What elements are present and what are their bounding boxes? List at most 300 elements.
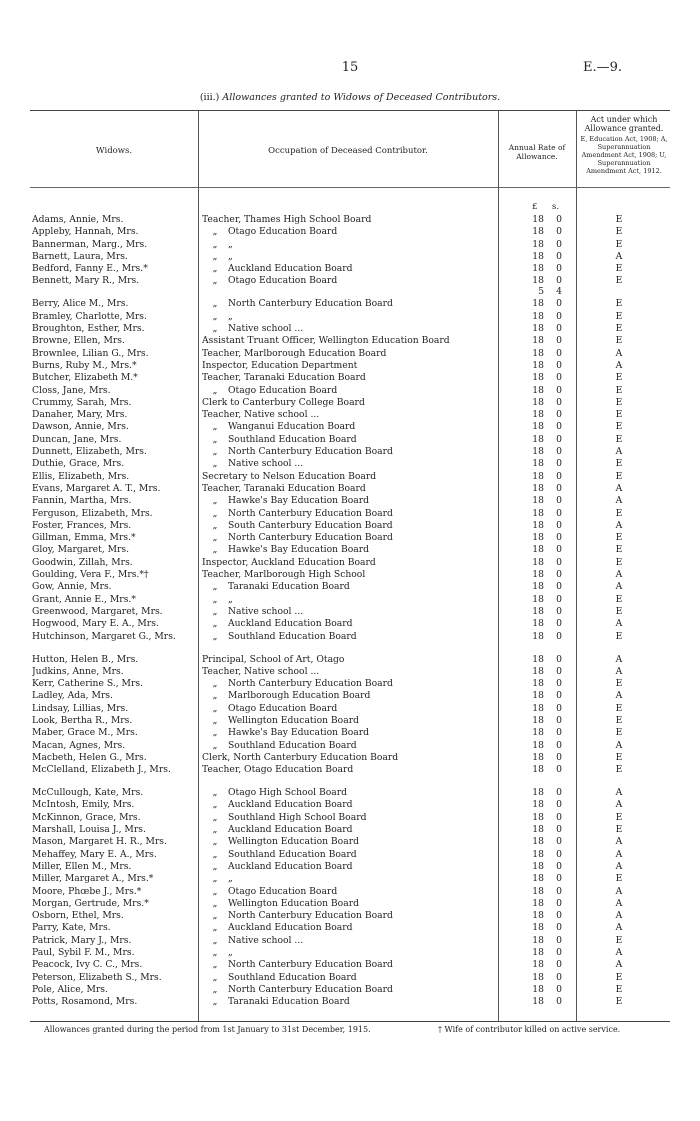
table-caption xyxy=(0,92,700,103)
widow-name: Osborn, Ethel, Mrs. xyxy=(32,910,124,922)
occupation-cell xyxy=(202,666,498,678)
rate-pounds: 18 xyxy=(532,581,544,593)
ditto-mark: „ xyxy=(212,226,218,238)
widow-name: Barnett, Laura, Mrs. xyxy=(32,250,128,262)
widow-name: Peacock, Ivy C. C., Mrs. xyxy=(32,959,143,971)
occupation-cell xyxy=(202,557,498,569)
ditto-mark: „ xyxy=(212,873,218,885)
rate-shillings: 0 xyxy=(556,910,562,922)
ditto-mark: „ xyxy=(212,836,218,848)
table-row xyxy=(30,508,670,520)
rate-shillings: 0 xyxy=(556,799,562,811)
rate-shillings-extra: 4 xyxy=(556,286,562,298)
rate-shillings: 0 xyxy=(556,507,562,519)
rate-pounds-extra: 5 xyxy=(538,286,544,298)
table-body xyxy=(30,214,670,1009)
widow-name: Grant, Annie E., Mrs.* xyxy=(32,593,136,605)
occupation-cell xyxy=(202,311,498,323)
caption-section: (iii.) xyxy=(199,92,220,103)
rate-shillings: 0 xyxy=(556,811,562,823)
act-code: E xyxy=(615,433,623,445)
widow-name: Kerr, Catherine S., Mrs. xyxy=(32,678,143,690)
occupation-text: Otago Education Board xyxy=(228,702,338,714)
act-code: A xyxy=(615,653,623,665)
table-row xyxy=(30,849,670,861)
occupation-text: Teacher, Taranaki Education Board xyxy=(202,372,366,384)
ditto-mark: „ xyxy=(212,298,218,310)
occupation-cell xyxy=(202,385,498,397)
rate-shillings: 0 xyxy=(556,897,562,909)
occupation-cell xyxy=(202,434,498,446)
rate-shillings: 0 xyxy=(556,519,562,531)
table-row xyxy=(30,557,670,569)
act-code: A xyxy=(615,959,623,971)
rate-pounds: 18 xyxy=(532,922,544,934)
rate-shillings: 0 xyxy=(556,310,562,322)
occupation-text: Secretary to Nelson Education Board xyxy=(202,470,377,482)
occupation-text: Otago Education Board xyxy=(228,226,338,238)
occupation-cell xyxy=(202,263,498,275)
act-code: A xyxy=(615,848,623,860)
table-row xyxy=(30,922,670,934)
rate-pounds: 18 xyxy=(532,569,544,581)
widow-name: Mason, Margaret H. R., Mrs. xyxy=(32,836,167,848)
document-reference: E.—9. xyxy=(582,60,622,75)
occupation-cell xyxy=(202,508,498,520)
occupation-text: North Canterbury Education Board xyxy=(228,983,393,995)
occupation-text: Southland Education Board xyxy=(228,971,357,983)
widow-name: Lindsay, Lillias, Mrs. xyxy=(32,702,129,714)
occupation-cell xyxy=(202,532,498,544)
occupation-cell xyxy=(202,727,498,739)
widow-name: Adams, Annie, Mrs. xyxy=(32,214,124,225)
table-row xyxy=(30,690,670,702)
rate-shillings: 0 xyxy=(556,433,562,445)
rate-pounds: 18 xyxy=(532,764,544,776)
rate-shillings: 0 xyxy=(556,396,562,408)
rate-pounds: 18 xyxy=(532,630,544,642)
ditto-mark: „ xyxy=(212,910,218,922)
widow-name: Parry, Kate, Mrs. xyxy=(32,922,111,934)
rate-shillings: 0 xyxy=(556,384,562,396)
rate-shillings: 0 xyxy=(556,495,562,507)
ditto-mark: „ xyxy=(212,458,218,470)
widow-name: Miller, Ellen M., Mrs. xyxy=(32,860,132,872)
occupation-cell xyxy=(202,947,498,959)
act-code: E xyxy=(615,470,623,482)
act-code: E xyxy=(615,323,623,335)
widow-name: Browne, Ellen, Mrs. xyxy=(32,335,125,347)
occupation-text: North Canterbury Education Board xyxy=(228,507,393,519)
widow-name: Greenwood, Margaret, Mrs. xyxy=(32,605,163,617)
table-row xyxy=(30,666,670,678)
page-number: 15 xyxy=(341,60,359,75)
occupation-cell xyxy=(202,471,498,483)
table-row xyxy=(30,544,670,556)
act-code: A xyxy=(615,581,623,593)
rate-pounds: 18 xyxy=(532,433,544,445)
rate-shillings: 0 xyxy=(556,848,562,860)
act-code: A xyxy=(615,250,623,262)
rate-pounds: 18 xyxy=(532,458,544,470)
rate-pounds: 18 xyxy=(532,556,544,568)
rate-shillings: 0 xyxy=(556,727,562,739)
table-row xyxy=(30,323,670,335)
widow-name: Marshall, Louisa J., Mrs. xyxy=(32,824,146,836)
act-code: E xyxy=(615,556,623,568)
rate-shillings: 0 xyxy=(556,421,562,433)
act-code: A xyxy=(615,482,623,494)
widow-name: Duthie, Grace, Mrs. xyxy=(32,458,125,470)
widow-name: Ferguson, Elizabeth, Mrs. xyxy=(32,507,153,519)
occupation-cell xyxy=(202,886,498,898)
header-occupation: Occupation of Deceased Contributor. xyxy=(268,146,428,156)
occupation-text: Wellington Education Board xyxy=(228,897,359,909)
rate-shillings: 0 xyxy=(556,581,562,593)
act-code: E xyxy=(615,996,623,1008)
occupation-text: „ xyxy=(228,310,233,322)
rate-shillings: 0 xyxy=(556,824,562,836)
rate-shillings: 0 xyxy=(556,751,562,763)
act-code: E xyxy=(615,751,623,763)
occupation-text: „ xyxy=(228,250,233,262)
table-row xyxy=(30,263,670,275)
table-row xyxy=(30,740,670,752)
occupation-text: Southland Education Board xyxy=(228,630,357,642)
occupation-text: Auckland Education Board xyxy=(228,824,353,836)
act-code: E xyxy=(615,727,623,739)
occupation-text: North Canterbury Education Board xyxy=(228,959,393,971)
rate-pounds: 18 xyxy=(532,714,544,726)
ditto-mark: „ xyxy=(212,433,218,445)
act-code: E xyxy=(615,458,623,470)
occupation-text: Wellington Education Board xyxy=(228,836,359,848)
occupation-cell xyxy=(202,495,498,507)
table-row xyxy=(30,910,670,922)
act-code: A xyxy=(615,885,623,897)
occupation-cell xyxy=(202,458,498,470)
rate-shillings: 0 xyxy=(556,947,562,959)
rate-pounds: 18 xyxy=(532,678,544,690)
widow-name: Berry, Alice M., Mrs. xyxy=(32,298,129,310)
occupation-text: Hawke's Bay Education Board xyxy=(228,495,370,507)
table-row xyxy=(30,972,670,984)
occupation-cell xyxy=(202,812,498,824)
widow-name: Closs, Jane, Mrs. xyxy=(32,384,111,396)
table-row xyxy=(30,434,670,446)
widow-name: Maber, Grace M., Mrs. xyxy=(32,727,138,739)
occupation-cell xyxy=(202,996,498,1008)
occupation-cell xyxy=(202,397,498,409)
rate-pounds: 18 xyxy=(532,396,544,408)
act-code: E xyxy=(615,226,623,238)
table-row xyxy=(30,483,670,495)
occupation-text: Otago Education Board xyxy=(228,275,338,287)
widow-name: Macan, Agnes, Mrs. xyxy=(32,739,126,751)
rate-shillings: 0 xyxy=(556,922,562,934)
widow-name: Pole, Alice, Mrs. xyxy=(32,983,108,995)
occupation-text: Clerk to Canterbury College Board xyxy=(202,396,365,408)
rate-shillings: 0 xyxy=(556,458,562,470)
act-code: E xyxy=(615,593,623,605)
occupation-text: Teacher, Native school ... xyxy=(202,665,320,677)
occupation-text: Native school ... xyxy=(228,934,304,946)
occupation-text: Auckland Education Board xyxy=(228,263,353,275)
table-row xyxy=(30,873,670,885)
widow-name: Goodwin, Zillah, Mrs. xyxy=(32,556,133,568)
occupation-cell xyxy=(202,581,498,593)
widow-name: Hutton, Helen B., Mrs. xyxy=(32,653,139,665)
rate-pounds: 18 xyxy=(532,593,544,605)
ditto-mark: „ xyxy=(212,446,218,458)
header-act: Act under which Allowance granted. xyxy=(584,115,664,133)
occupation-text: North Canterbury Education Board xyxy=(228,532,393,544)
act-code: E xyxy=(615,238,623,250)
header-rate: Annual Rate of Allowance. xyxy=(508,143,566,161)
rate-pounds: 18 xyxy=(532,384,544,396)
rate-shillings: 0 xyxy=(556,359,562,371)
ditto-mark: „ xyxy=(212,421,218,433)
occupation-cell xyxy=(202,335,498,347)
table-row xyxy=(30,471,670,483)
occupation-cell xyxy=(202,873,498,885)
occupation-text: Teacher, Otago Education Board xyxy=(202,764,354,776)
ditto-mark: „ xyxy=(212,250,218,262)
rate-shillings: 0 xyxy=(556,214,562,225)
table-row xyxy=(30,886,670,898)
occupation-cell xyxy=(202,752,498,764)
rate-shillings: 0 xyxy=(556,714,562,726)
act-code: E xyxy=(615,384,623,396)
rate-pounds: 18 xyxy=(532,739,544,751)
table-row xyxy=(30,275,670,298)
occupation-text: Southland Education Board xyxy=(228,433,357,445)
act-code: A xyxy=(615,860,623,872)
act-code: E xyxy=(615,275,623,287)
ditto-mark: „ xyxy=(212,384,218,396)
act-code: E xyxy=(615,934,623,946)
rate-pounds: 18 xyxy=(532,507,544,519)
occupation-text: Native school ... xyxy=(228,605,304,617)
occupation-text: North Canterbury Education Board xyxy=(228,446,393,458)
rate-pounds: 18 xyxy=(532,824,544,836)
table-row xyxy=(30,727,670,739)
rate-shillings: 0 xyxy=(556,250,562,262)
ditto-mark: „ xyxy=(212,971,218,983)
table-row xyxy=(30,409,670,421)
rate-shillings: 0 xyxy=(556,764,562,776)
occupation-text: Assistant Truant Officer, Wellington Education Board xyxy=(202,335,450,347)
rate-pounds: 18 xyxy=(532,983,544,995)
act-code: E xyxy=(615,396,623,408)
act-code: A xyxy=(615,347,623,359)
rate-pounds: 18 xyxy=(532,372,544,384)
occupation-text: Taranaki Education Board xyxy=(228,996,350,1008)
ditto-mark: „ xyxy=(212,544,218,556)
caption-title: Allowances granted to Widows of Deceased Contributors. xyxy=(222,92,501,103)
ditto-mark: „ xyxy=(212,922,218,934)
rate-shillings: 0 xyxy=(556,653,562,665)
table-row xyxy=(30,836,670,848)
ditto-mark: „ xyxy=(212,263,218,275)
ditto-mark: „ xyxy=(212,897,218,909)
ditto-mark: „ xyxy=(212,996,218,1008)
rate-shillings: 0 xyxy=(556,275,562,287)
occupation-text: Otago Education Board xyxy=(228,384,338,396)
widow-name: Gloy, Margaret, Mrs. xyxy=(32,544,130,556)
occupation-text: North Canterbury Education Board xyxy=(228,910,393,922)
ditto-mark: „ xyxy=(212,885,218,897)
ditto-mark: „ xyxy=(212,618,218,630)
occupation-text: Inspector, Education Department xyxy=(202,359,358,371)
table-row xyxy=(30,385,670,397)
occupation-text: Southland Education Board xyxy=(228,739,357,751)
occupation-text: Teacher, Native school ... xyxy=(202,409,320,421)
widow-name: Butcher, Elizabeth M.* xyxy=(32,372,138,384)
occupation-cell xyxy=(202,275,498,287)
table-row xyxy=(30,446,670,458)
occupation-text: Clerk, North Canterbury Education Board xyxy=(202,751,399,763)
occupation-text: Southland High School Board xyxy=(228,811,367,823)
rate-pounds: 18 xyxy=(532,482,544,494)
table-row xyxy=(30,251,670,263)
rate-shillings: 0 xyxy=(556,532,562,544)
occupation-cell xyxy=(202,618,498,630)
ditto-mark: „ xyxy=(212,581,218,593)
rate-shillings: 0 xyxy=(556,238,562,250)
table-row xyxy=(30,799,670,811)
widow-name: Duncan, Jane, Mrs. xyxy=(32,433,122,445)
widow-name: McKinnon, Grace, Mrs. xyxy=(32,811,141,823)
widow-name: Dunnett, Elizabeth, Mrs. xyxy=(32,446,147,458)
rate-shillings: 0 xyxy=(556,971,562,983)
occupation-cell xyxy=(202,520,498,532)
rate-shillings: 0 xyxy=(556,470,562,482)
widow-name: Broughton, Esther, Mrs. xyxy=(32,323,145,335)
rate-shillings: 0 xyxy=(556,873,562,885)
occupation-cell xyxy=(202,372,498,384)
rate-shillings: 0 xyxy=(556,690,562,702)
occupation-text: Principal, School of Art, Otago xyxy=(202,653,345,665)
table-row xyxy=(30,495,670,507)
rate-shillings: 0 xyxy=(556,409,562,421)
occupation-cell xyxy=(202,861,498,873)
act-code: E xyxy=(615,983,623,995)
table-row xyxy=(30,520,670,532)
rate-pounds: 18 xyxy=(532,532,544,544)
table-row xyxy=(30,787,670,799)
rate-pounds: 18 xyxy=(532,310,544,322)
widow-name: Crummy, Sarah, Mrs. xyxy=(32,396,132,408)
act-code: E xyxy=(615,630,623,642)
table-row xyxy=(30,360,670,372)
occupation-text: Inspector, Auckland Education Board xyxy=(202,556,376,568)
occupation-cell xyxy=(202,239,498,251)
rate-shillings: 0 xyxy=(556,885,562,897)
widow-name: Fannin, Martha, Mrs. xyxy=(32,495,132,507)
occupation-text: „ xyxy=(228,593,233,605)
occupation-text: Native school ... xyxy=(228,458,304,470)
pound-unit: £ xyxy=(532,202,538,212)
widow-name: Burns, Ruby M., Mrs.* xyxy=(32,359,137,371)
widow-name: Hogwood, Mary E. A., Mrs. xyxy=(32,618,159,630)
widow-name: Hutchinson, Margaret G., Mrs. xyxy=(32,630,176,642)
ditto-mark: „ xyxy=(212,630,218,642)
rate-pounds: 18 xyxy=(532,323,544,335)
rate-pounds: 18 xyxy=(532,347,544,359)
act-code: A xyxy=(615,519,623,531)
act-code: A xyxy=(615,836,623,848)
rate-pounds: 18 xyxy=(532,860,544,872)
ditto-mark: „ xyxy=(212,323,218,335)
table-row xyxy=(30,348,670,360)
act-code: A xyxy=(615,618,623,630)
occupation-text: „ xyxy=(228,947,233,959)
ditto-mark: „ xyxy=(212,727,218,739)
occupation-cell xyxy=(202,836,498,848)
occupation-text: North Canterbury Education Board xyxy=(228,298,393,310)
occupation-cell xyxy=(202,703,498,715)
rate-pounds: 18 xyxy=(532,873,544,885)
occupation-cell xyxy=(202,787,498,799)
widow-name: Appleby, Hannah, Mrs. xyxy=(32,226,139,238)
act-code: E xyxy=(615,678,623,690)
table-row xyxy=(30,372,670,384)
rate-shillings: 0 xyxy=(556,605,562,617)
occupation-cell xyxy=(202,446,498,458)
act-code: E xyxy=(615,263,623,275)
widow-name: Peterson, Elizabeth S., Mrs. xyxy=(32,971,162,983)
occupation-cell xyxy=(202,298,498,310)
occupation-text: Taranaki Education Board xyxy=(228,581,350,593)
occupation-text: Auckland Education Board xyxy=(228,799,353,811)
header-act-key: E, Education Act, 1908; A, Superannuation Amendment Act, 1908; U, Superannuation Amendment Act, 1912. xyxy=(580,135,668,175)
act-code: A xyxy=(615,446,623,458)
occupation-cell xyxy=(202,678,498,690)
rate-shillings: 0 xyxy=(556,569,562,581)
widow-name: Gow, Annie, Mrs. xyxy=(32,581,112,593)
rate-shillings: 0 xyxy=(556,226,562,238)
allowances-table xyxy=(30,110,670,1022)
ditto-mark: „ xyxy=(212,811,218,823)
occupation-cell xyxy=(202,569,498,581)
act-code: E xyxy=(615,811,623,823)
rate-pounds: 18 xyxy=(532,409,544,421)
ditto-mark: „ xyxy=(212,507,218,519)
shilling-unit: s. xyxy=(552,202,560,212)
widow-name: Morgan, Gertrude, Mrs.* xyxy=(32,897,149,909)
act-code: A xyxy=(615,799,623,811)
rate-shillings: 0 xyxy=(556,618,562,630)
table-row xyxy=(30,631,670,654)
widow-name: Dawson, Annie, Mrs. xyxy=(32,421,129,433)
table-row xyxy=(30,715,670,727)
occupation-cell xyxy=(202,935,498,947)
widow-name: Moore, Phœbe J., Mrs.* xyxy=(32,885,142,897)
rate-pounds: 18 xyxy=(532,727,544,739)
rate-pounds: 18 xyxy=(532,799,544,811)
table-row xyxy=(30,335,670,347)
rate-pounds: 18 xyxy=(532,335,544,347)
occupation-text: Auckland Education Board xyxy=(228,860,353,872)
widow-name: Paul, Sybil F. M., Mrs. xyxy=(32,947,135,959)
widow-name: Macbeth, Helen G., Mrs. xyxy=(32,751,147,763)
occupation-cell xyxy=(202,421,498,433)
rate-pounds: 18 xyxy=(532,421,544,433)
occupation-text: Teacher, Marlborough Education Board xyxy=(202,347,387,359)
ditto-mark: „ xyxy=(212,787,218,799)
table-row xyxy=(30,959,670,971)
